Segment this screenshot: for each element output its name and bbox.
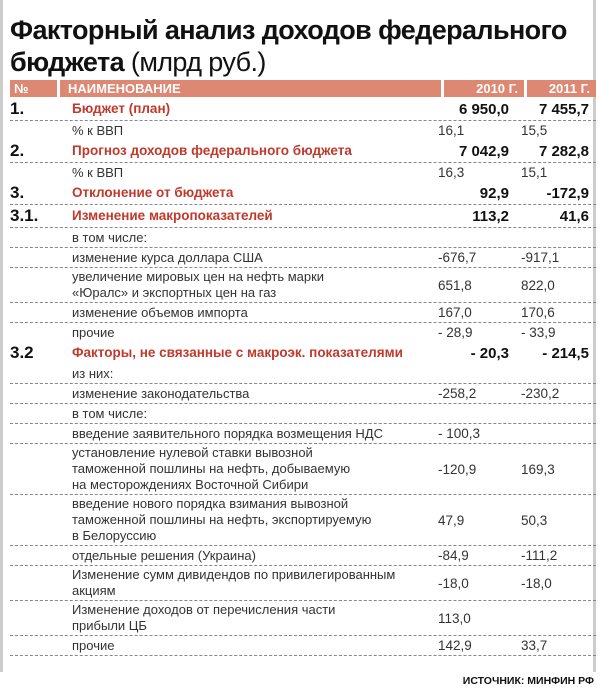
- row-name: Изменение макропоказателей: [72, 208, 273, 223]
- row-name: отдельные решения (Украина): [72, 547, 256, 563]
- table-row: [10, 140, 596, 163]
- table-row: [10, 121, 596, 140]
- row-name: прочие: [72, 324, 115, 340]
- row-name: изменение курса доллара США: [72, 249, 263, 265]
- row-name: прочие: [72, 637, 115, 653]
- value-2011: 41,6: [559, 207, 589, 225]
- table-body: [10, 98, 596, 656]
- value-2011: 169,3: [521, 461, 555, 477]
- value-2011: 15,5: [521, 123, 548, 138]
- row-name: изменение объемов импорта: [72, 304, 248, 320]
- row-name: Прогноз доходов федерального бюджета: [72, 143, 352, 158]
- value-2011: 7 455,7: [538, 100, 589, 118]
- header-2010: 2010 Г.: [444, 80, 524, 97]
- table-row: [10, 601, 596, 636]
- table-row: [10, 303, 596, 323]
- table-row: [10, 495, 596, 546]
- value-2011: - 33,9: [521, 325, 556, 340]
- value-2011: -111,2: [521, 548, 558, 563]
- row-name: увеличение мировых цен на нефть марки «Юралс» и экспортных цен на газ: [72, 269, 325, 300]
- value-2011: -230,2: [521, 386, 560, 401]
- value-2010: -258,2: [438, 386, 477, 401]
- row-number: 1.: [10, 99, 25, 118]
- value-2010: 16,3: [438, 165, 465, 180]
- value-2011: 33,7: [521, 638, 548, 653]
- title-main: Факторный анализ доходов федерального бюджета: [10, 15, 567, 77]
- value-2010: 651,8: [438, 277, 472, 293]
- value-2010: 167,0: [438, 305, 472, 320]
- row-name: % к ВВП: [72, 122, 124, 138]
- row-name: Изменение сумм дивидендов по привилегированным акциям: [72, 567, 396, 598]
- value-2010: -84,9: [438, 548, 469, 563]
- value-2010: 92,9: [479, 184, 509, 202]
- value-2010: 6 950,0: [458, 100, 509, 118]
- value-2010: - 100,3: [438, 426, 481, 441]
- value-2010: 16,1: [438, 123, 465, 138]
- table-row: [10, 182, 596, 205]
- header-name: НАИМЕНОВАНИЕ: [60, 80, 441, 97]
- table-row: [10, 364, 596, 384]
- table-row: [10, 342, 596, 364]
- value-2010: - 28,9: [438, 325, 473, 340]
- row-number: 3.1.: [10, 206, 39, 225]
- row-name: из них:: [72, 365, 114, 381]
- value-2010: 113,0: [438, 610, 471, 626]
- row-name: в том числе:: [72, 405, 148, 421]
- row-name: изменение законодательства: [72, 385, 250, 401]
- table-row: [10, 98, 596, 121]
- table-row: [10, 205, 596, 228]
- header-num: №: [10, 80, 57, 97]
- value-2011: -917,1: [521, 250, 560, 265]
- value-2010: -120,9: [438, 461, 477, 477]
- table-row: [10, 566, 596, 601]
- row-number: 3.: [10, 183, 25, 202]
- title-unit: (млрд руб.): [130, 47, 266, 77]
- value-2010: -676,7: [438, 250, 477, 265]
- table-row: [10, 228, 596, 248]
- value-2011: 50,3: [521, 512, 548, 528]
- row-number: 2.: [10, 141, 25, 160]
- value-2010: 142,9: [438, 638, 472, 653]
- value-2011: - 214,5: [542, 344, 589, 362]
- source-note: ИСТОЧНИК: МИНФИН РФ: [462, 675, 594, 687]
- row-name: введение заявительного порядка возмещения НДС: [72, 425, 383, 441]
- table-row: [10, 163, 596, 182]
- table-row: [10, 404, 596, 424]
- value-2011: -172,9: [546, 184, 589, 202]
- value-2011: 822,0: [521, 277, 555, 293]
- table-row: [10, 546, 596, 566]
- revenue-table: [10, 80, 596, 656]
- value-2010: 113,2: [472, 207, 509, 225]
- row-name: % к ВВП: [72, 164, 124, 180]
- value-2010: - 20,3: [470, 344, 509, 362]
- table-row: [10, 384, 596, 404]
- header-2011: 2011 Г.: [527, 80, 596, 97]
- value-2010: 47,9: [438, 512, 465, 528]
- row-number: 3.2: [10, 343, 34, 362]
- row-name: Отклонение от бюджета: [72, 185, 234, 200]
- table-row: [10, 444, 596, 495]
- table-row: [10, 268, 596, 303]
- table-row: [10, 248, 596, 268]
- value-2011: 7 282,8: [538, 142, 589, 160]
- table-row: [10, 636, 596, 656]
- table-row: [10, 323, 596, 342]
- row-name: Бюджет (план): [72, 101, 171, 116]
- value-2010: -18,0: [438, 575, 469, 591]
- value-2010: 7 042,9: [458, 142, 509, 160]
- table-header: [10, 80, 596, 97]
- value-2011: 15,1: [521, 165, 548, 180]
- row-name: установление нулевой ставки вывозной таможенной пошлины на нефть, добываемую на месторождениях Восточной Сибири: [72, 445, 351, 492]
- row-name: Изменение доходов от перечисления части прибыли ЦБ: [72, 602, 336, 633]
- table-row: [10, 424, 596, 444]
- value-2011: 170,6: [521, 305, 555, 320]
- row-name: в том числе:: [72, 229, 148, 245]
- value-2011: -18,0: [521, 575, 552, 591]
- row-name: введение нового порядка взимания вывозной таможенной пошлины на нефть, экспортируемую в Белоруссию: [72, 496, 372, 543]
- row-name: Факторы, не связанные с макроэк. показателями: [72, 345, 403, 360]
- page-title: [10, 14, 595, 78]
